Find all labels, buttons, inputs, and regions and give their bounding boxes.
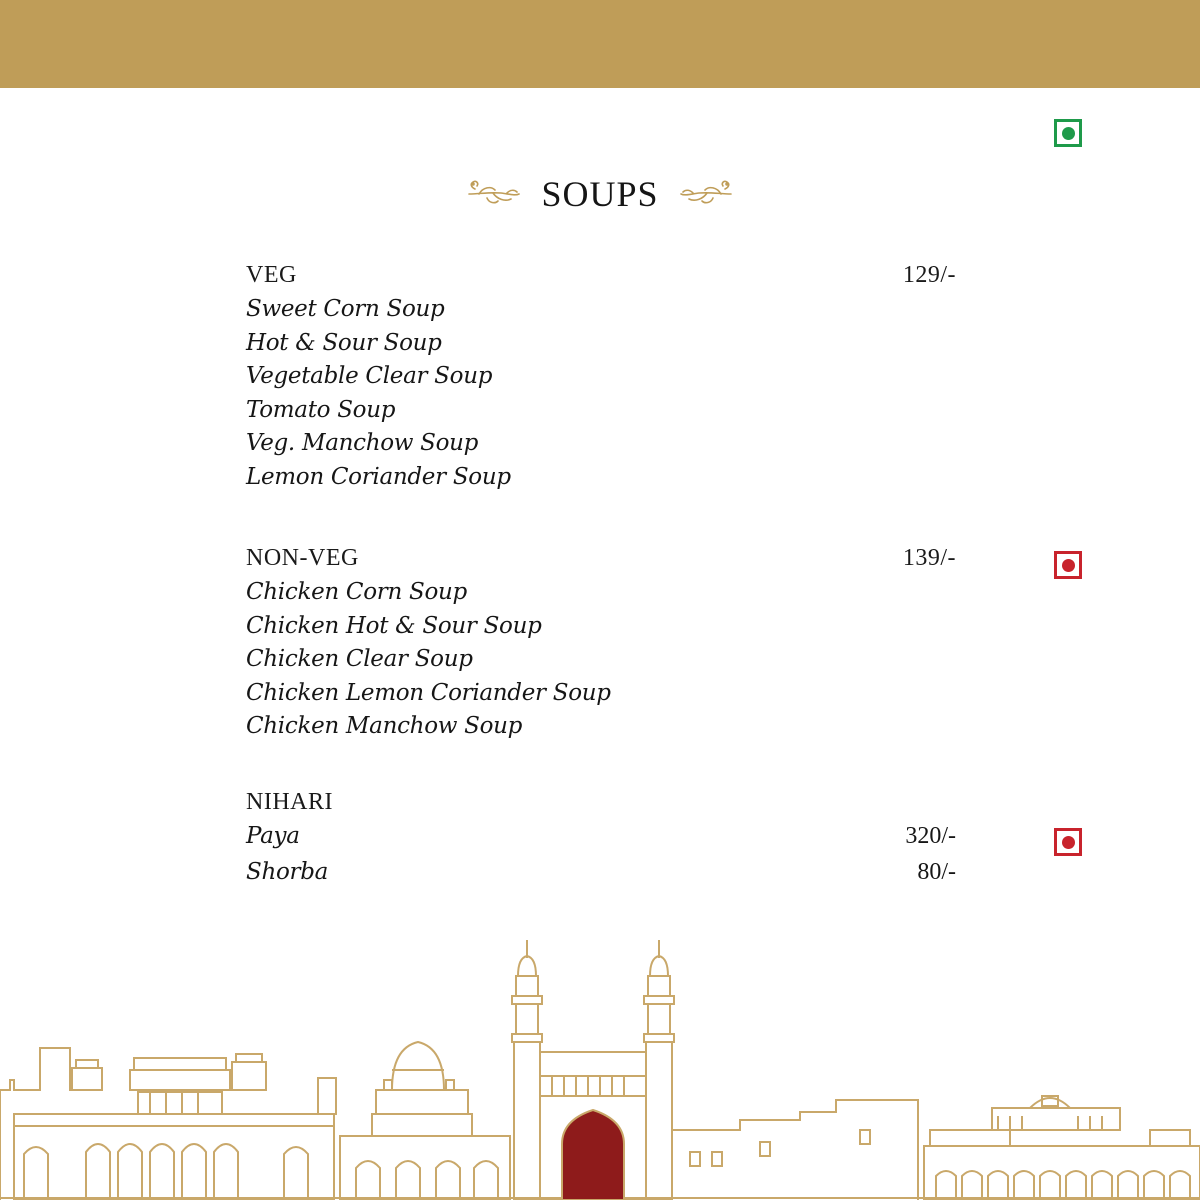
menu-section-veg <box>246 260 956 495</box>
menu-item-name: Chicken Hot & Sour Soup <box>246 612 542 639</box>
menu-item-name: Chicken Corn Soup <box>246 579 467 605</box>
non-veg-symbol-icon <box>1054 828 1082 856</box>
menu-item-name: Chicken Clear Soup <box>246 646 473 672</box>
menu-item <box>246 428 956 462</box>
menu-item <box>246 577 956 611</box>
menu-item-name: Hot & Sour Soup <box>246 329 442 356</box>
top-band <box>0 0 1200 88</box>
menu-item-name: Shorba <box>246 859 329 885</box>
menu-item <box>246 644 956 678</box>
menu-item-name: Paya <box>246 823 300 849</box>
page-title: SOUPS <box>541 174 659 214</box>
menu-item <box>246 395 956 429</box>
menu-item-name: Chicken Manchow Soup <box>246 713 523 739</box>
menu-item <box>246 857 956 891</box>
menu-item <box>246 294 956 328</box>
menu-item <box>246 821 956 857</box>
section-price: 139/- <box>902 545 956 571</box>
menu-item <box>246 462 956 496</box>
menu-item <box>246 611 956 645</box>
section-heading: NON-VEG <box>246 545 359 571</box>
menu-item-name: Sweet Corn Soup <box>246 296 445 322</box>
menu-item-name: Veg. Manchow Soup <box>246 430 479 456</box>
menu-item <box>246 711 956 745</box>
menu-item <box>246 328 956 362</box>
menu-item-name: Vegetable Clear Soup <box>246 363 493 389</box>
menu-section-nihari <box>246 787 956 891</box>
city-skyline-illustration <box>0 930 1200 1200</box>
menu-item-name: Tomato Soup <box>246 396 396 423</box>
section-price: 129/- <box>902 262 956 288</box>
menu-section-non-veg <box>246 543 956 745</box>
section-heading-row <box>246 260 956 294</box>
menu-item-name: Chicken Lemon Coriander Soup <box>246 679 611 706</box>
ornamental-flourish-icon <box>467 177 521 211</box>
section-heading: VEG <box>246 262 297 288</box>
veg-symbol-icon <box>1054 119 1082 147</box>
menu-item <box>246 361 956 395</box>
menu-item-name: Lemon Coriander Soup <box>246 463 511 490</box>
non-veg-symbol-icon <box>1054 551 1082 579</box>
menu-item <box>246 678 956 712</box>
section-heading-row <box>246 787 956 821</box>
section-heading-row <box>246 543 956 577</box>
ornamental-flourish-icon <box>679 177 733 211</box>
section-heading: NIHARI <box>246 789 333 815</box>
menu-item-price: 80/- <box>917 859 956 885</box>
menu-item-price: 320/- <box>905 823 956 849</box>
title-row <box>0 166 1200 222</box>
